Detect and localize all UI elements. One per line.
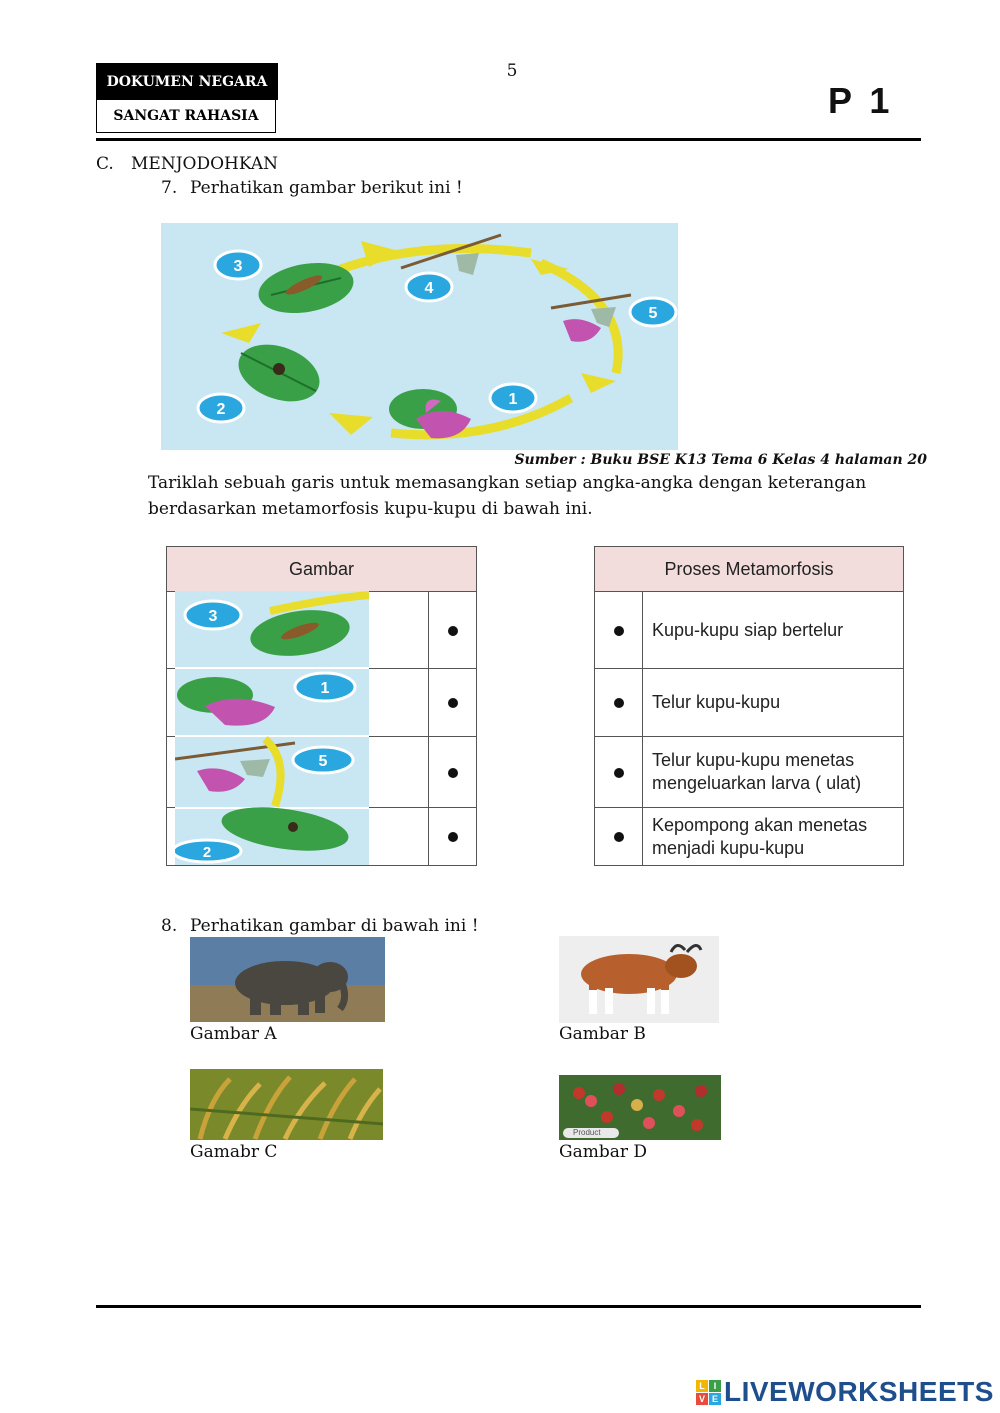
match-dot[interactable] [614, 832, 624, 842]
crop-badge: 5 [318, 753, 328, 770]
doc-label-top: DOKUMEN NEGARA [96, 63, 278, 100]
match-dot[interactable] [448, 698, 458, 708]
match-dot[interactable] [448, 832, 458, 842]
badge-label: 1 [508, 391, 518, 408]
match-dot-cell[interactable] [595, 592, 643, 669]
left-table-header: Gambar [167, 547, 477, 592]
badge-label: 5 [648, 305, 658, 322]
match-dot[interactable] [448, 768, 458, 778]
right-table-header: Proses Metamorfosis [595, 547, 904, 592]
liveworksheets-icon: L I V E [696, 1380, 721, 1405]
match-dot-cell[interactable] [429, 669, 477, 737]
section-title: MENJODOHKAN [131, 154, 278, 174]
badge-label: 2 [216, 401, 226, 418]
match-dot-cell[interactable] [595, 737, 643, 808]
match-dot[interactable] [614, 768, 624, 778]
coffee-image [559, 1075, 721, 1140]
process-description: Telur kupu-kupu menetas mengeluarkan larva ( ulat) [643, 737, 904, 808]
match-dot-cell[interactable] [429, 737, 477, 808]
process-description: Telur kupu-kupu [643, 669, 904, 737]
product-watermark: Product [573, 1128, 601, 1137]
figure-source: Sumber : Buku BSE K13 Tema 6 Kelas 4 halaman 20 [514, 452, 927, 468]
badge-label: 3 [233, 258, 243, 275]
match-dot[interactable] [614, 698, 624, 708]
match-dot-cell[interactable] [429, 592, 477, 669]
match-dot[interactable] [448, 626, 458, 636]
instruction-line-1: Tariklah sebuah garis untuk memasangkan setiap angka-angka dengan keterangan [148, 473, 867, 493]
section-letter: C. [96, 154, 114, 174]
document-code: P 1 [828, 80, 894, 121]
caption-gambar-b: Gambar B [559, 1024, 646, 1044]
page-number: 5 [506, 61, 518, 81]
crop-badge: 1 [320, 680, 330, 697]
header-rule [96, 138, 921, 141]
q8-prompt: Perhatikan gambar di bawah ini ! [190, 916, 479, 936]
process-description: Kupu-kupu siap bertelur [643, 592, 904, 669]
q7-number: 7. [161, 178, 178, 198]
caption-gambar-d: Gambar D [559, 1142, 648, 1162]
match-dot-cell[interactable] [429, 808, 477, 866]
rice-image [190, 1069, 383, 1140]
crop-badge: 3 [208, 608, 218, 625]
match-dot[interactable] [614, 626, 624, 636]
right-matching-table [594, 546, 904, 866]
elephant-image [190, 937, 385, 1022]
process-description: Kepompong akan menetas menjadi kupu-kupu [643, 808, 904, 866]
q8-number: 8. [161, 916, 178, 936]
liveworksheets-logo [696, 1376, 994, 1408]
crop-badge: 2 [202, 844, 212, 861]
instruction-line-2: berdasarkan metamorfosis kupu-kupu di bawah ini. [148, 499, 593, 519]
caption-gambar-a: Gambar A [190, 1024, 277, 1044]
match-dot-cell[interactable] [595, 669, 643, 737]
doc-label-bottom: SANGAT RAHASIA [96, 99, 276, 133]
liveworksheets-brand: LIVEWORKSHEETS [724, 1376, 994, 1407]
cropped-stage-images [175, 591, 369, 865]
footer-rule [96, 1305, 921, 1308]
badge-label: 4 [424, 280, 434, 297]
q7-prompt: Perhatikan gambar berikut ini ! [190, 178, 463, 198]
metamorphosis-cycle-figure [161, 223, 678, 450]
banteng-image [559, 936, 719, 1023]
match-dot-cell[interactable] [595, 808, 643, 866]
cycle-illustration [161, 223, 678, 450]
caption-gambar-c: Gamabr C [190, 1142, 278, 1162]
